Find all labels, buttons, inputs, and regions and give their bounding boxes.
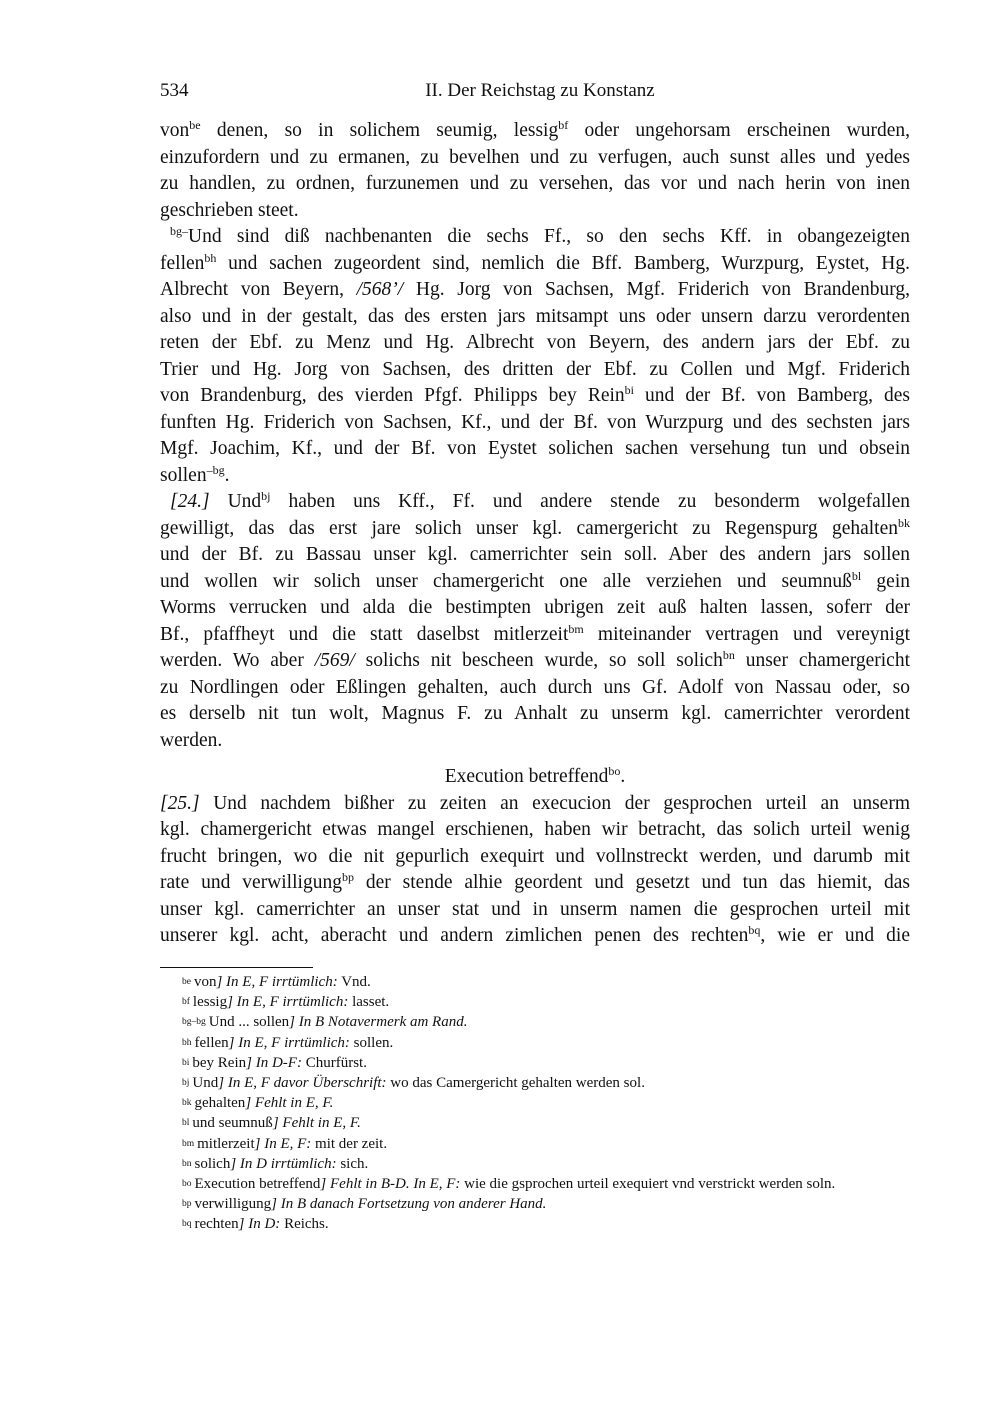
text-run: sollen [160, 464, 207, 486]
footnotes [160, 972, 910, 1235]
text-line [160, 817, 910, 844]
footnote-marker: bk [182, 1098, 192, 1109]
text-line [160, 251, 910, 278]
footnote-reference: bl [851, 568, 862, 583]
footnote-text: mitlerzeit [197, 1135, 255, 1152]
italic-text: ] Fehlt in B-D. In E, F: [320, 1176, 461, 1193]
footnote-marker: bq [182, 1219, 192, 1230]
text-run: also und in der gestalt, das des ersten jars mitsampt uns oder unsern darzu verordenten [160, 305, 910, 327]
footnote [160, 1073, 910, 1093]
footnote [160, 1053, 910, 1073]
footnote-reference: –bg [206, 462, 225, 477]
text-run: Mgf. Joachim, Kf., und der Bf. von Eystet solichen sachen versehung tun und obsein [160, 438, 910, 459]
footnote-marker: bi [182, 1057, 190, 1068]
footnote-marker: be [182, 977, 191, 987]
page-number: 534 [160, 80, 189, 101]
text-run: denen, so in solichem seumig, lessig [200, 120, 559, 141]
text-run: oder ungehorsam erscheinen wurden, [568, 120, 910, 141]
text-run: von [160, 120, 190, 141]
footnote-marker: bp [182, 1199, 192, 1210]
footnote-marker: bl [182, 1118, 190, 1129]
footnote-text: Und ... sollen [208, 1014, 290, 1031]
text-line [160, 145, 910, 172]
footnote-marker: bm [182, 1138, 195, 1149]
text-line [160, 118, 910, 145]
text-line [160, 489, 910, 516]
footnote [160, 1012, 910, 1032]
main-text [160, 118, 910, 950]
footnote [160, 1194, 910, 1214]
italic-text: ] In E, F: [254, 1135, 312, 1152]
text-line [160, 870, 910, 897]
footnote-reference: be [189, 118, 201, 132]
footnote [160, 1113, 910, 1133]
running-title: II. Der Reichstag zu Konstanz [425, 80, 655, 101]
text-run: unser kgl. camerrichter an unser stat und in unserm namen die gesprochen urteil mit [160, 898, 910, 920]
text-run: solichs nit bescheen wurde, so soll solich [354, 650, 723, 671]
footnote-reference: bq [748, 923, 761, 937]
text-line [160, 675, 910, 702]
italic-text: ] In B Notavermerk am Rand. [289, 1014, 468, 1031]
text-run: reten der Ebf. zu Menz und Hg. Albrecht von Beyern, des andern jars der Ebf. zu [160, 332, 910, 353]
italic-text: /569/ [314, 650, 355, 671]
footnote-text: wo das Camergericht gehalten werden sol. [386, 1075, 645, 1092]
text-run: von Brandenburg, des vierden Pfgf. Philipps bey Rein [160, 385, 625, 406]
text-run: werden. [160, 729, 223, 751]
footnote-reference: bm [568, 621, 584, 636]
text-line [160, 304, 910, 331]
text-run: Und [209, 491, 262, 512]
text-line [160, 844, 910, 871]
text-run: Und nachdem bißher zu zeiten an execucion der gesprochen urteil an unserm [199, 792, 910, 814]
text-run: gein [861, 570, 910, 592]
text-line [160, 224, 910, 251]
footnote-text: sich. [336, 1155, 369, 1172]
text-run: unserer kgl. acht, aberacht und andern zimlichen penen des rechten [160, 925, 749, 946]
italic-text: ] Fehlt in E, F. [272, 1115, 361, 1132]
italic-text: ] In E, F irrtümlich: [216, 974, 338, 990]
text-line [160, 383, 910, 410]
footnote-text: verwilligung [194, 1196, 272, 1213]
footnote [160, 1134, 910, 1154]
text-run: Albrecht von Beyern, [160, 279, 357, 300]
italic-text: ] In E, F irrtümlich: [228, 1034, 350, 1051]
footnote [160, 1214, 910, 1234]
text-run: und sachen zugeordent sind, nemlich die Bff. Bamberg, Wurzpurg, Eystet, Hg. [216, 252, 910, 274]
footnote-text: solich [194, 1155, 231, 1172]
footnote-reference: bj [261, 489, 271, 503]
footnote-reference: bf [558, 118, 569, 132]
text-run: unser chamergericht [734, 650, 910, 671]
text-line [160, 516, 910, 543]
footnote-text: rechten [194, 1216, 239, 1233]
text-line [160, 463, 910, 490]
footnote-marker: bh [182, 1037, 192, 1048]
footnote [160, 1174, 910, 1194]
footnote-marker: bn [182, 1158, 192, 1169]
text-run: . [620, 766, 626, 787]
footnote-text: Und [192, 1075, 219, 1092]
text-run: haben uns Kff., Ff. und andere stende zu besonderm wolgefallen [270, 491, 910, 512]
footnote-rule [160, 967, 313, 968]
text-line [160, 622, 910, 649]
text-line [160, 648, 910, 675]
italic-text: [25.] [160, 792, 200, 814]
italic-text: ] Fehlt in E, F. [245, 1095, 334, 1112]
footnote-text: Vnd. [337, 974, 371, 990]
footnote-reference: bp [341, 870, 354, 884]
footnote [160, 972, 910, 992]
footnote-reference: bh [204, 250, 217, 265]
footnote-text: Execution betreffend [194, 1176, 321, 1193]
text-line [160, 728, 910, 755]
italic-text: /568’/ [356, 279, 404, 300]
running-header [160, 80, 910, 106]
footnote-marker: bo [182, 1179, 192, 1190]
footnote-text: von [193, 974, 217, 990]
text-line [160, 595, 910, 622]
footnote-text: lessig [192, 994, 228, 1011]
footnote-marker: bf [182, 997, 190, 1008]
text-run: Worms verrucken und alda die bestimpten ubrigen zeit auß halten lassen, soferr der [160, 597, 910, 618]
footnote [160, 992, 910, 1012]
text-run: geschrieben steet. [160, 199, 299, 221]
section-heading [160, 764, 910, 791]
footnote-text: Churfürst. [301, 1054, 367, 1071]
text-run: Bf., pfaffheyt und die statt daselbst mitlerzeit [160, 623, 569, 645]
text-run: zu Nordlingen oder Eßlingen gehalten, auch durch uns Gf. Adolf von Nassau oder, so [160, 676, 910, 698]
footnote-reference: bi [624, 383, 635, 397]
footnote-text: Reichs. [280, 1216, 329, 1233]
footnote-reference: bn [722, 648, 735, 662]
footnote-reference: bk [898, 515, 910, 530]
italic-text: [24.] [170, 491, 210, 512]
text-run: werden. Wo aber [160, 650, 315, 671]
footnote-reference: bg– [170, 224, 188, 238]
text-run: und der Bf. von Bamberg, des [634, 385, 910, 406]
footnote-text: und seumnuß [192, 1115, 273, 1132]
footnote-text: bey Rein [192, 1054, 247, 1071]
italic-text: ] In D irrtümlich: [230, 1155, 337, 1172]
text-line [160, 277, 910, 304]
text-line [160, 701, 910, 728]
text-run: frucht bringen, wo die nit gepurlich exequirt und vollnstreckt werden, und darumb mit [160, 845, 910, 867]
footnote [160, 1093, 910, 1113]
italic-text: ] In B danach Fortsetzung von anderer Hand. [271, 1196, 547, 1213]
text-line [160, 791, 910, 818]
footnote-text: fellen [194, 1034, 229, 1051]
footnote-text: gehalten [194, 1095, 246, 1112]
text-line [160, 923, 910, 950]
text-run: , wie er und die [760, 925, 910, 946]
text-run: und wollen wir solich unser chamergericht one alle verziehen und seumnuß [160, 570, 852, 592]
italic-text: ] In D-F: [246, 1054, 302, 1071]
footnote-text: mit der zeit. [311, 1135, 388, 1152]
text-run: kgl. chamergericht etwas mangel erschienen, haben wir betracht, das solich urteil wenig [160, 819, 910, 840]
text-run: rate und verwilligung [160, 872, 342, 893]
text-line [160, 410, 910, 437]
text-run: der stende alhie geordent und gesetzt und tun das hiemit, das [353, 872, 911, 893]
text-line [160, 897, 910, 924]
italic-text: ] In E, F davor Überschrift: [218, 1075, 387, 1092]
text-line [160, 330, 910, 357]
footnote-marker: bg–bg [182, 1017, 206, 1028]
text-run: . [224, 464, 230, 486]
text-run: einzufordern und zu ermanen, zu bevelhen und zu verfugen, auch sunst alles und yedes [160, 146, 910, 168]
text-line [160, 436, 910, 463]
text-run: funften Hg. Friderich von Sachsen, Kf., und der Bf. von Wurzpurg und des sechsten jars [160, 411, 910, 433]
footnote-text: wie die gsprochen urteil exequiert vnd verstrickt werden soln. [460, 1176, 836, 1193]
text-line [160, 542, 910, 569]
text-line [160, 569, 910, 596]
text-line [160, 357, 910, 384]
footnote-marker: bj [182, 1078, 190, 1089]
footnote [160, 1033, 910, 1053]
text-line [160, 171, 910, 198]
footnote-reference: bo [608, 764, 621, 778]
footnote-text: sollen. [349, 1034, 394, 1051]
text-run: Und sind diß nachbenanten die sechs Ff., so den sechs Kff. in obangezeigten [188, 226, 910, 247]
text-line [160, 198, 910, 225]
text-run: gewilligt, das das erst jare solich unser kgl. camergericht zu Regenspurg gehalten [160, 517, 898, 539]
footnote-text: lasset. [348, 994, 390, 1011]
text-run: Hg. Jorg von Sachsen, Mgf. Friderich von Brandenburg, [403, 279, 910, 300]
text-run: es derselb nit tun wolt, Magnus F. zu Anhalt zu unserm kgl. camerrichter verordent [160, 703, 910, 724]
text-run: Trier und Hg. Jorg von Sachsen, des dritten der Ebf. zu Collen und Mgf. Friderich [160, 358, 910, 380]
footnote [160, 1154, 910, 1174]
text-run: fellen [160, 252, 205, 274]
italic-text: ] In E, F irrtümlich: [227, 994, 349, 1011]
text-run: zu handlen, zu ordnen, furzunemen und zu versehen, das vor und nach herin von inen [160, 173, 910, 194]
italic-text: ] In D: [238, 1216, 281, 1233]
text-run: und der Bf. zu Bassau unser kgl. camerrichter sein soll. Aber des andern jars sollen [160, 544, 910, 565]
text-run: miteinander vertragen und vereynigt [583, 623, 911, 645]
text-run: Execution betreffend [444, 766, 609, 787]
